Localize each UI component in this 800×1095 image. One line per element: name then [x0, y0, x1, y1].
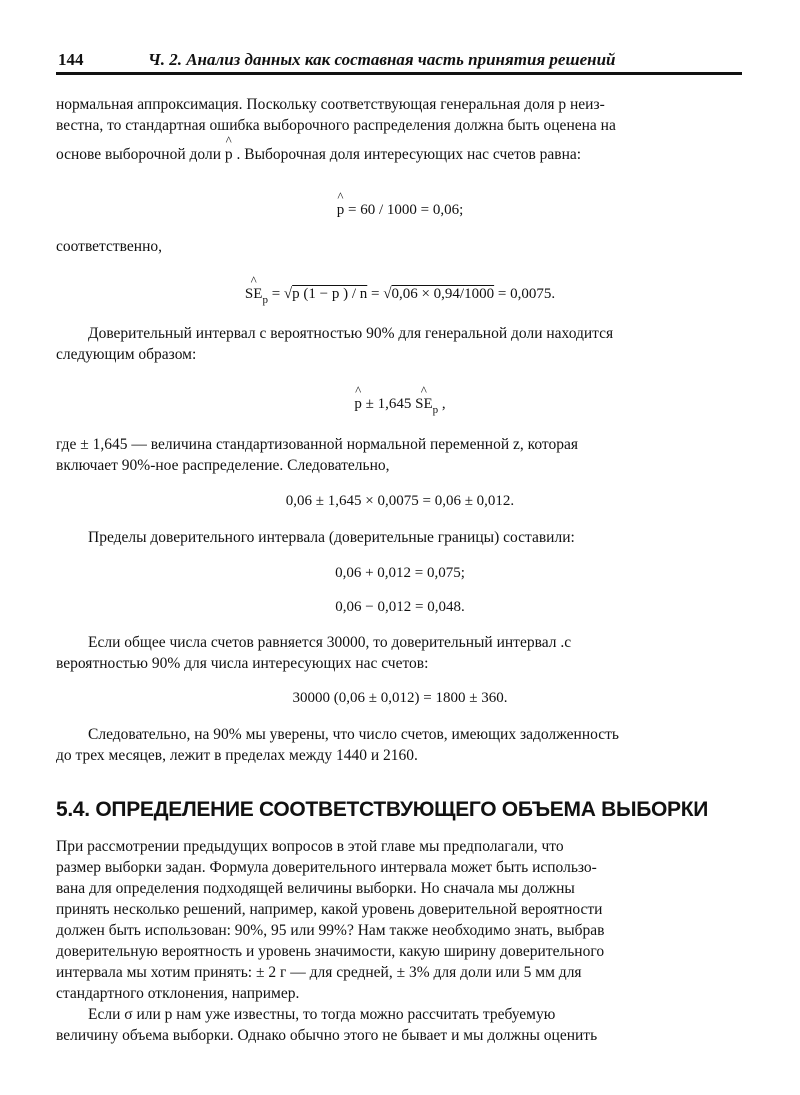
formula2-eq2: = √: [367, 286, 392, 302]
page-header: [58, 50, 740, 72]
header-rule: [56, 72, 742, 75]
para8-line2: величину объема выборки. Однако обычно этого не бывает и мы должны оценить: [56, 1027, 598, 1044]
para7-line5: должен быть использован: 90%, 95 или 99%? Нам также необходимо знать, выбрав: [56, 922, 605, 939]
formula-p-hat: [0, 202, 800, 219]
para1-line3: [56, 146, 742, 164]
formula-lower-limit: 0,06 − 0,012 = 0,048.: [335, 599, 465, 615]
formula-interval: [0, 396, 800, 416]
para1-line3-start: основе выборочной доли: [56, 146, 225, 163]
formula2-se: ^ SE: [245, 286, 263, 303]
formula3-end: ,: [438, 396, 446, 412]
formula-standard-error: [0, 286, 800, 306]
para2-line2: следующим образом:: [56, 346, 197, 363]
formula-upper-limit: 0,06 + 0,012 = 0,075;: [335, 565, 465, 581]
para1-line3-end: . Выборочная доля интересующих нас счетов равна:: [232, 146, 582, 163]
para1-line2: вестна, то стандартная ошибка выборочного распределения должна быть оценена на: [56, 117, 616, 134]
formula3-sub: p: [432, 404, 439, 416]
section-heading: 5.4. ОПРЕДЕЛЕНИЕ СООТВЕТСТВУЮЩЕГО ОБЪЕМА ВЫБОРКИ: [56, 798, 709, 821]
formula3-p-hat: ^ p: [354, 396, 362, 413]
para1-line1: нормальная аппроксимация. Поскольку соответствующая генеральная доля p неиз-: [56, 96, 605, 113]
formula-accounts: 30000 (0,06 ± 0,012) = 1800 ± 360.: [292, 690, 508, 706]
chapter-title: Ч. 2. Анализ данных как составная часть принятия решений: [148, 50, 616, 69]
para7-line7: интервала мы хотим принять: ± 2 г — для средней, ± 3% для доли или 5 мм для: [56, 964, 582, 981]
page-number: 144: [58, 50, 84, 69]
para6-line1: Следовательно, на 90% мы уверены, что число счетов, имеющих задолженность: [88, 726, 619, 743]
formula2-result: = 0,0075.: [494, 286, 556, 302]
para5-line1: Если общее числа счетов равняется 30000, то доверительный интервал .с: [88, 634, 572, 651]
para6-line2: до трех месяцев, лежит в пределах между 1440 и 2160.: [56, 747, 418, 764]
formula1-p-hat: ^ p: [337, 202, 345, 219]
formula-calculation: 0,06 ± 1,645 × 0,0075 = 0,06 ± 0,012.: [285, 493, 515, 509]
p-hat: ^ p: [225, 146, 233, 164]
formula2-sub: p: [262, 294, 268, 306]
formula2-inner2: 0,06 × 0,94/1000: [391, 286, 495, 302]
formula3-mid: ± 1,645: [361, 396, 416, 412]
para7-line4: принять несколько решений, например, какой уровень доверительной вероятности: [56, 901, 603, 918]
para4: Пределы доверительного интервала (доверительные границы) составили:: [88, 529, 575, 546]
formula1-rest: = 60 / 1000 = 0,06;: [344, 202, 464, 218]
para7-line3: вана для определения подходящей величины выборки. Но сначала мы должны: [56, 880, 575, 897]
para8-line1: Если σ или p нам уже известны, то тогда можно рассчитать требуемую: [88, 1006, 556, 1023]
formula2-inner1: p (1 − p ) / n: [292, 286, 368, 302]
para5-line2: вероятностью 90% для числа интересующих нас счетов:: [56, 655, 429, 672]
para7-line2: размер выборки задан. Формула доверительного интервала может быть использо-: [56, 859, 597, 876]
para7-line6: доверительную вероятность и уровень значимости, какую ширину доверительного: [56, 943, 605, 960]
para7-line8: стандартного отклонения, например.: [56, 985, 300, 1002]
accordingly-text: соответственно,: [56, 238, 162, 255]
para3-line2: включает 90%-ное распределение. Следовательно,: [56, 457, 390, 474]
para7-line1: При рассмотрении предыдущих вопросов в этой главе мы предполагали, что: [56, 838, 564, 855]
formula3-se: ^ SE: [415, 396, 433, 413]
para3-line1: где ± 1,645 — величина стандартизованной нормальной переменной z, которая: [56, 436, 578, 453]
formula2-eq1: = √: [267, 286, 293, 302]
para2-line1: Доверительный интервал с вероятностью 90% для генеральной доли находится: [88, 325, 614, 342]
